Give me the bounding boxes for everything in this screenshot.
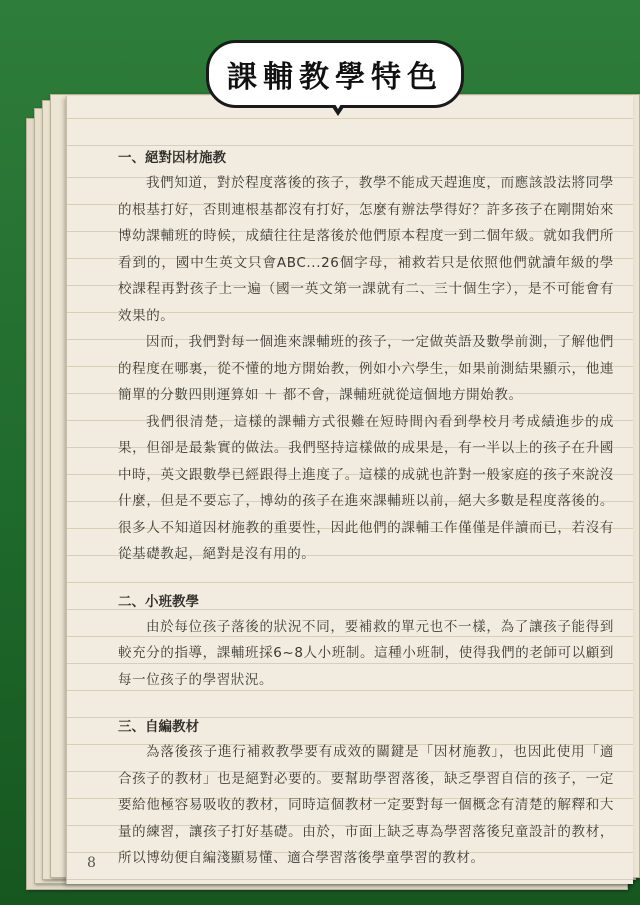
section-heading: 一、絕對因材施教 [118,150,226,166]
section-heading: 二、小班教學 [118,593,199,610]
page-title: 課輔教學特色 [227,60,443,95]
paragraph: 由於每位孩子落後的狀況不同，要補救的單元也不一樣，為了讓孩子能得到較充分的指導，課輔班採6~8人小班制。這種小班制，使得我們的老師可以顧到每一位孩子的學習狀況。 [118,618,614,688]
section-own-materials [118,715,614,872]
paragraph: 為落後孩子進行補救教學要有成效的關鍵是「因材施教」，也因此使用「適合孩子的教材」也是絕對必要的。要幫助學習落後，缺乏學習自信的孩子，一定要給他極容易吸收的教材，同時這個教材一定要對每一個概念有清楚的解釋和大量的練習，讓孩子打好基礎。由於，市面上缺乏專為學習落後兒童設計的教材，所以博幼便自編淺顯易懂、適合學習落後學童學習的教材。 [118,744,614,866]
paragraph: 因而，我們對每一個進來課輔班的孩子，一定做英語及數學前測，了解他們的程度在哪裏，從不懂的地方開始教，例如小六學生，如果前測結果顯示，他連簡單的分數四則運算如 ＋ 都不會，課輔班就從這個地方開始教。 [118,334,614,403]
page-number: 8 [87,855,96,871]
section-small-class [118,590,614,694]
section-differentiated-teaching [118,146,614,568]
paragraph: 我們知道，對於程度落後的孩子，教學不能成天趕進度，而應該設法將同學的根基打好，否則連根基都沒有打好，怎麼有辦法學得好？許多孩子在剛開始來博幼課輔班的時候，成績往往是落後於他們原本程度一到二個年級。就如我們所看到的，國中生英文只會ABC...26個字母，補救若只是依照他們就讀年級的學校課程再對孩子上一遍（國一英文第一課就有二、三十個生字），是不可能會有效果的。 [118,175,614,324]
article-body [118,146,614,872]
speech-bubble-tail-fill [330,96,346,109]
paragraph: 我們很清楚，這樣的課輔方式很難在短時間內看到學校月考成績進步的成果，但卻是最紮實的做法。我們堅持這樣做的成果是，有一半以上的孩子在升國中時，英文跟數學已經跟得上進度了。這樣的成就也許對一般家庭的孩子來說沒什麼，但是不要忘了，博幼的孩子在進來課輔班以前，絕大多數是程度落後的。很多人不知道因材施教的重要性，因此他們的課輔工作僅僅是伴讀而已，若沒有從基礎教起，絕對是沒有用的。 [118,413,614,562]
section-heading: 三、自編教材 [118,719,199,735]
